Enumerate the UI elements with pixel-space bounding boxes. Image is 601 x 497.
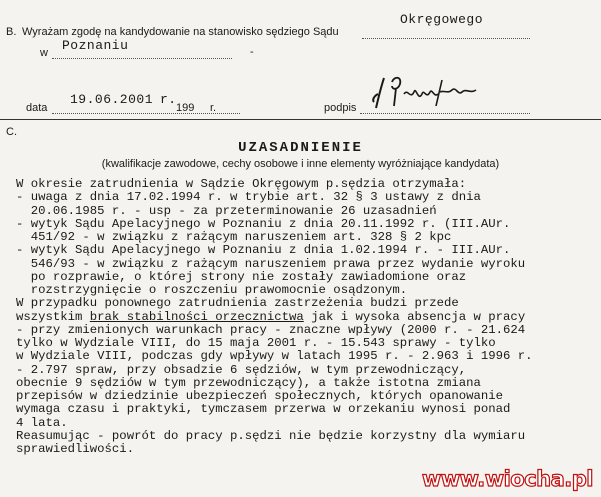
date-label: data [26, 102, 48, 114]
court-type-field[interactable]: Okręgowego [400, 12, 484, 27]
justification-line: po rozprawie, o której strony nie zostały zawiadomione oraz [16, 269, 467, 284]
signature-label: podpis [324, 102, 357, 114]
justification-line: - wytyk Sądu Apelacyjnego w Poznaniu z dnia 20.11.1992 r. (III.AUr. [16, 216, 511, 231]
justification-line: W okresie zatrudnienia w Sądzie Okręgowym p.sędzia otrzymała: [16, 177, 467, 191]
justification-line: sprawiedliwości. [16, 442, 135, 456]
justification-line: 20.06.1985 r. - usp - za przeterminowanie 26 uzasadnień [16, 203, 437, 218]
justification-line: - wytyk Sądu Apelacyjnego w Poznaniu z dnia 1.02.1994 r. - III.AUr. [16, 243, 511, 258]
justification-line: przepisów w dziedzinie ubezpieczeń społecznych, których opanowanie [16, 389, 504, 403]
section-c-title: UZASADNIENIE [238, 140, 363, 156]
year-fragment: 199 [176, 102, 195, 114]
justification-line: wymaga czasu i praktyki, tymczasem przerwa w orzekaniu wynosi ponad [16, 402, 511, 417]
section-b [0, 0, 601, 118]
city-dotted-line [52, 58, 232, 59]
justification-line: rozstrzygnięcie o roszczeniu prawomocnie osądzonym. [16, 283, 408, 297]
consent-label: Wyrażam zgodę na kandydowanie na stanowisko sędziego Sądu [22, 26, 339, 38]
date-field[interactable]: 19.06.2001 [70, 92, 154, 107]
section-c-letter: C. [6, 126, 17, 138]
justification-line: 451/92 - w związku z rażącym naruszeniem art. 328 § 2 kpc [16, 230, 452, 244]
city-field[interactable]: Poznaniu [62, 38, 129, 53]
w-label: w [40, 47, 48, 59]
section-b-letter: B. [6, 26, 17, 38]
justification-line: Reasumując - powrót do pracy p.sędzi nie będzie korzystny dla wymiaru [16, 428, 526, 443]
justification-line: wszystkim brak stabilności orzecznictwa jak i wysoka absencja w pracy [16, 309, 526, 324]
watermark-logo: www.wiocha.pl [421, 467, 593, 491]
justification-line: tylko w Wydziale VIII, do 15 maja 2001 r. - 15.543 sprawy - tylko [16, 336, 496, 350]
date-r-typed: r. [160, 92, 177, 107]
justification-line: W przypadku ponownego zatrudnienia zastrzeżenia budzi przede [16, 296, 459, 311]
justification-line: w Wydziale VIII, podczas gdy wpływy w latach 1995 r. - 2.963 i 1996 r. [16, 349, 533, 364]
date-r-printed: r. [210, 102, 217, 114]
section-c-subtitle: (kwalifikacje zawodowe, cechy osobowe i inne elementy wyróżniające kandydata) [101, 158, 500, 170]
section-divider [0, 119, 601, 120]
justification-line: - 2.797 spraw, przy obsadzie 6 sędziów, w tym przewodniczący, [16, 362, 467, 377]
justification-line: - przy zmienionych warunkach pracy - znaczne wpływy (2000 r. - 21.624 [16, 322, 526, 337]
justification-line: - uwaga z dnia 17.02.1994 r. w trybie art. 32 § 3 ustawy z dnia [16, 190, 481, 205]
underlined-phrase: brak stabilności orzecznictwa [89, 309, 304, 324]
city-dash: - [250, 46, 254, 58]
court-dotted-line [362, 38, 530, 39]
justification-line: 546/93 - w związku z rażącym naruszeniem prawa przez wydanie wyroku [16, 256, 526, 271]
justification-line: obecnie 9 sędziów w tym przewodniczący), a także istotna zmiana [16, 375, 481, 390]
handwritten-signature [370, 72, 490, 112]
signature-dotted-line [360, 113, 530, 114]
justification-line: 4 lata. [16, 415, 68, 430]
justification-text [16, 178, 596, 456]
